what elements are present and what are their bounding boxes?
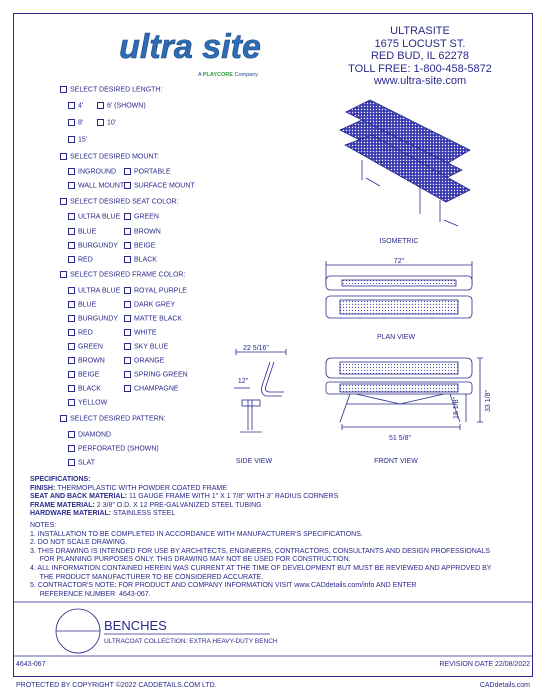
title-main: BENCHES <box>104 618 167 633</box>
frame-color-option[interactable]: DARK GREY <box>124 301 175 308</box>
frame-color-option[interactable]: YELLOW <box>68 399 107 406</box>
frame-color-option[interactable]: ROYAL PURPLE <box>124 287 187 294</box>
length-option[interactable]: 6' (SHOWN) <box>97 102 146 109</box>
seat-color-option[interactable]: BROWN <box>124 228 161 235</box>
frame-color-option[interactable]: ULTRA BLUE <box>68 287 120 294</box>
mount-option[interactable]: PORTABLE <box>124 168 171 175</box>
seat-color-heading[interactable]: SELECT DESIRED SEAT COLOR: <box>60 198 179 205</box>
plan-view-label: PLAN VIEW <box>376 334 416 341</box>
title-sub: ULTRACOAT COLLECTION: EXTRA HEAVY-DUTY BENCH <box>104 638 278 645</box>
pattern-option[interactable]: SLAT <box>68 459 95 466</box>
frame-color-option[interactable]: SKY BLUE <box>124 343 168 350</box>
pattern-option[interactable]: DIAMOND <box>68 431 111 438</box>
length-option[interactable]: 10' <box>97 119 116 126</box>
plan-view <box>326 261 472 318</box>
seat-color-option[interactable]: ULTRA BLUE <box>68 213 120 220</box>
frame-color-option[interactable]: RED <box>68 329 93 336</box>
length-heading[interactable]: SELECT DESIRED LENGTH: <box>60 86 162 93</box>
frame-color-option[interactable]: BLACK <box>68 385 101 392</box>
frame-color-option[interactable]: ORANGE <box>124 357 164 364</box>
dim-33: 33 1/8" <box>485 390 492 412</box>
frame-color-option[interactable]: BURGUNDY <box>68 315 118 322</box>
side-view <box>234 349 286 432</box>
frame-color-option[interactable]: MATTE BLACK <box>124 315 182 322</box>
caddetails-link[interactable]: CADdetails.com <box>479 682 530 689</box>
frame-color-heading[interactable]: SELECT DESIRED FRAME COLOR: <box>60 271 185 278</box>
specifications: SPECIFICATIONS: FINISH: THERMOPLASTIC WITH POWDER COATED FRAME SEAT AND BACK MATERIAL: 11 GAUGE FRAME WITH 1" X 1 7/8" WITH 3" RADIUS CORNERS FRAME MATERIAL: 2 3/8" O.D. X 12 PRE-GALVANIZED STEEL TUBING HARDWARE MATERIAL: STAINLESS STEEL NOTES: 1. INSTALLATION TO BE COMPLETED IN ACCORDANCE WITH MANUFACTURER'S SPECIFICATIONS. 2. DO NOT SCALE DRAWING. 3. THIS DRAWING IS INTENDED FOR USE BY ARCHITECTS, ENGINEERS, CONTRACTORS, CONSULTANTS AND DESIGN PROFESSIONALS FOR PLANNING PURPOSES ONLY. THIS DRAWING MAY NOT BE USED FOR CONSTRUCTION. 4. ALL INFORMATION CONTAINED HEREIN WAS CURRENT AT THE TIME OF DEVELOPMENT BUT MUST BE REVIEWED AND APPROVED BY THE PRODUCT MANUFACTURER TO BE CONSIDERED ACCURATE. 5. CONTRACTOR'S NOTE: FOR PRODUCT AND COMPANY INFORMATION VISIT www.CADdetails.com/info AND ENTER REFERENCE NUMBER 4643-067. <box>30 476 492 598</box>
mount-option[interactable]: WALL MOUNT <box>68 182 124 189</box>
frame-color-option[interactable]: SPRING GREEN <box>124 371 188 378</box>
dim-12: 12" <box>237 378 249 385</box>
seat-color-option[interactable]: RED <box>68 256 93 263</box>
mount-option[interactable]: SURFACE MOUNT <box>124 182 195 189</box>
dim-18: 18 1/8" <box>453 397 460 419</box>
seat-color-option[interactable]: BURGUNDY <box>68 242 118 249</box>
front-view-label: FRONT VIEW <box>374 458 418 465</box>
seat-color-option[interactable]: BLUE <box>68 228 96 235</box>
company-address-2: RED BUD, IL 62278 <box>370 50 470 62</box>
logo-text: ultra site <box>119 30 261 66</box>
copyright: PROTECTED BY COPYRIGHT ©2022 CADDETAILS.COM LTD. <box>16 682 217 689</box>
seat-color-option[interactable]: BEIGE <box>124 242 155 249</box>
seat-color-option[interactable]: BLACK <box>124 256 157 263</box>
revision-date: REVISION DATE 22/08/2022 <box>439 661 530 668</box>
company-website[interactable]: www.ultra-site.com <box>373 75 467 87</box>
frame-color-option[interactable]: WHITE <box>124 329 157 336</box>
frame-color-option[interactable]: CHAMPAGNE <box>124 385 179 392</box>
side-view-label: SIDE VIEW <box>235 458 273 465</box>
length-option[interactable]: 8' <box>68 119 83 126</box>
length-option[interactable]: 4' <box>68 102 83 109</box>
pattern-option[interactable]: PERFORATED (SHOWN) <box>68 445 159 452</box>
reference-number: 4643-067 <box>16 661 46 668</box>
company-phone: TOLL FREE: 1-800-458-5872 <box>348 62 492 75</box>
isometric-view <box>340 100 470 226</box>
mount-heading[interactable]: SELECT DESIRED MOUNT: <box>60 153 159 160</box>
length-option[interactable]: 15' <box>68 136 87 143</box>
company-name: ULTRASITE <box>390 25 450 37</box>
dim-72: 72" <box>393 258 405 265</box>
company-address-1: 1675 LOCUST ST. <box>374 37 466 50</box>
frame-color-option[interactable]: GREEN <box>68 343 103 350</box>
pattern-heading[interactable]: SELECT DESIRED PATTERN: <box>60 415 166 422</box>
svg-text:A PLAYCORE Company: A PLAYCORE Company <box>197 72 259 78</box>
dim-51: 51 5/8" <box>389 435 411 442</box>
isometric-label: ISOMETRIC <box>379 238 419 245</box>
frame-color-option[interactable]: BLUE <box>68 301 96 308</box>
frame-color-option[interactable]: BEIGE <box>68 371 99 378</box>
dim-22: 22 5/16" <box>243 345 269 352</box>
mount-option[interactable]: INGROUND <box>68 168 116 175</box>
frame-color-option[interactable]: BROWN <box>68 357 105 364</box>
seat-color-option[interactable]: GREEN <box>124 213 159 220</box>
